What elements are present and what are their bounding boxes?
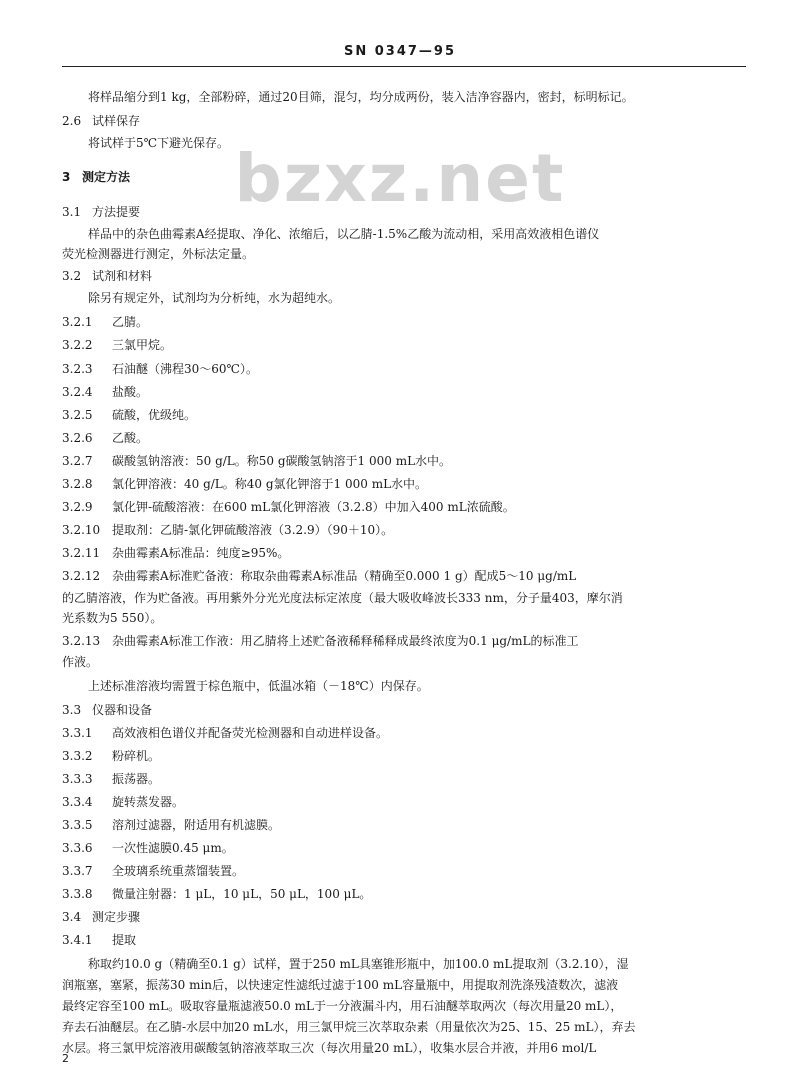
clause-text: 盐酸。: [112, 385, 149, 399]
section-heading: 试样保存: [92, 114, 141, 128]
clause-number: 3.2.13: [62, 634, 101, 648]
section-heading: 测定方法: [82, 170, 131, 184]
standard-code-header: SN 0347—95: [343, 44, 457, 59]
clause-text: 碳酸氢钠溶液：50 g/L。称50 g碳酸氢钠溶于1 000 mL水中。: [112, 454, 452, 468]
section-heading: 试剂和材料: [92, 269, 153, 283]
section-number: 3.1: [62, 205, 82, 219]
paragraph-line: 荧光检测器进行测定，外标法定量。: [62, 247, 255, 261]
clause-text: 乙酸。: [112, 431, 149, 445]
paragraph-line: 光系数为5 550）。: [62, 611, 163, 625]
section-number: 3.4: [62, 910, 82, 924]
clause-number: 3.3.3: [62, 772, 93, 786]
clause-number: 3.3.8: [62, 887, 93, 901]
clause-number: 3.2.1: [62, 315, 93, 329]
clause-number: 3.3.2: [62, 749, 93, 763]
clause-text: 氯化钾溶液：40 g/L。称40 g氯化钾溶于1 000 mL水中。: [112, 477, 428, 491]
clause-text: 杂曲霉素A标准品：纯度≥95%。: [112, 546, 290, 560]
clause-text: 杂曲霉素A标准贮备液：称取杂曲霉素A标准品（精确至0.000 1 g）配成5～10 μg/mL: [112, 569, 577, 583]
paragraph-line: 上述标准溶液均需置于棕色瓶中，低温冰箱（－18℃）内保存。: [88, 679, 429, 693]
clause-text: 微量注射器：1 μL，10 μL，50 μL，100 μL。: [112, 887, 372, 901]
clause-text: 一次性滤膜0.45 μm。: [112, 841, 234, 855]
paragraph-line: 润瓶塞，塞紧，振荡30 min后，以快速定性滤纸过滤于100 mL容量瓶中，用提取剂洗涤残渣数次，滤液: [62, 978, 619, 992]
page-number: 2: [62, 1052, 69, 1065]
clause-text: 三氯甲烷。: [112, 338, 173, 352]
clause-number: 3.2.9: [62, 500, 93, 514]
clause-text: 高效液相色谱仪并配备荧光检测器和自动进样设备。: [112, 726, 389, 740]
clause-text: 杂曲霉素A标准工作液：用乙腈将上述贮备液稀释稀释成最终浓度为0.1 μg/mL的标准工: [112, 634, 579, 648]
paragraph-line: 最终定容至100 mL。吸取容量瓶滤液50.0 mL于一分液漏斗内，用石油醚萃取两次（每次用量20 mL），: [62, 999, 623, 1013]
clause-number: 3.2.5: [62, 408, 93, 422]
section-heading: 仪器和设备: [92, 703, 153, 717]
clause-number: 3.3.6: [62, 841, 93, 855]
clause-number: 3.2.12: [62, 569, 101, 583]
clause-text: 振荡器。: [112, 772, 161, 786]
clause-number: 3.4.1: [62, 933, 93, 947]
clause-text: 石油醚（沸程30～60℃）。: [112, 362, 258, 376]
clause-number: 3.3.4: [62, 795, 93, 809]
paragraph-line: 的乙腈溶液，作为贮备液。再用紫外分光光度法标定浓度（最大吸收峰波长333 nm，分子量403，摩尔消: [62, 591, 623, 605]
paragraph-line: 除另有规定外，试剂均为分析纯，水为超纯水。: [88, 291, 341, 305]
clause-number: 3.2.8: [62, 477, 93, 491]
clause-number: 3.2.4: [62, 385, 93, 399]
clause-number: 3.2.11: [62, 546, 101, 560]
clause-text: 粉碎机。: [112, 749, 161, 763]
paragraph-line: 作液。: [62, 655, 99, 669]
clause-number: 3.2.3: [62, 362, 93, 376]
clause-text: 全玻璃系统重蒸馏装置。: [112, 864, 245, 878]
clause-text: 溶剂过滤器，附适用有机滤膜。: [112, 818, 281, 832]
section-number: 3.3: [62, 703, 82, 717]
section-number: 2.6: [62, 114, 82, 128]
clause-number: 3.3.1: [62, 726, 93, 740]
clause-text: 提取: [112, 933, 137, 947]
paragraph-line: 将样品缩分到1 kg，全部粉碎，通过20目筛，混匀，均分成两份，装入洁净容器内，密封，标明标记。: [88, 90, 634, 104]
clause-number: 3.3.5: [62, 818, 93, 832]
paragraph-line: 样品中的杂色曲霉素A经提取、净化、浓缩后，以乙腈-1.5%乙酸为流动相，采用高效液相色谱仪: [88, 227, 600, 241]
clause-number: 3.3.7: [62, 864, 93, 878]
clause-text: 氯化钾-硫酸溶液：在600 mL氯化钾溶液（3.2.8）中加入400 mL浓硫酸。: [112, 500, 515, 514]
paragraph-line: 称取约10.0 g（精确至0.1 g）试样，置于250 mL具塞锥形瓶中，加100.0 mL提取剂（3.2.10），湿: [88, 957, 629, 971]
section-number: 3: [62, 170, 71, 184]
clause-text: 旋转蒸发器。: [112, 795, 185, 809]
section-heading: 方法提要: [92, 205, 141, 219]
clause-number: 3.2.10: [62, 523, 101, 537]
clause-text: 提取剂：乙腈-氯化钾硫酸溶液（3.2.9）（90＋10）。: [112, 523, 394, 537]
paragraph-line: 水层。将三氯甲烷溶液用碳酸氢钠溶液萃取三次（每次用量20 mL），收集水层合并液，并用6 mol/L: [62, 1041, 597, 1055]
watermark: bzxz.net: [234, 140, 566, 217]
header-rule: [62, 66, 746, 67]
section-heading: 测定步骤: [92, 910, 141, 924]
section-number: 3.2: [62, 269, 82, 283]
clause-number: 3.2.7: [62, 454, 93, 468]
paragraph-line: 将试样于5℃下避光保存。: [88, 136, 230, 150]
clause-number: 3.2.2: [62, 338, 93, 352]
clause-text: 硫酸，优级纯。: [112, 408, 197, 422]
paragraph-line: 弃去石油醚层。在乙腈-水层中加20 mL水，用三氯甲烷三次萃取杂素（用量依次为25、15、25 mL），弃去: [62, 1020, 636, 1034]
clause-number: 3.2.6: [62, 431, 93, 445]
clause-text: 乙腈。: [112, 315, 149, 329]
